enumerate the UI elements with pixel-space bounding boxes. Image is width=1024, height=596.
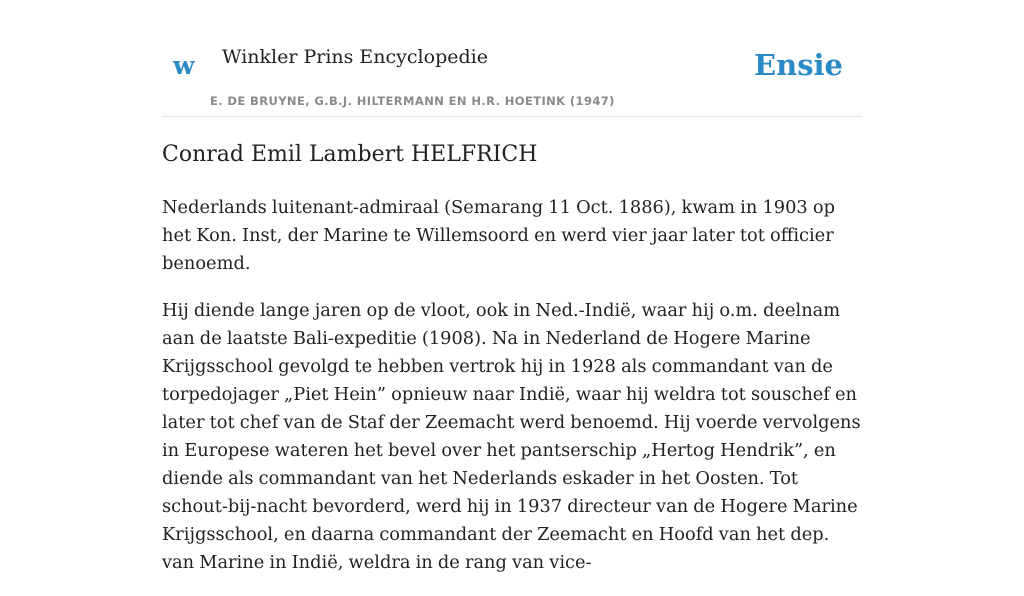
article-paragraph-2: Hij diende lange jaren op de vloot, ook in Ned.-Indië, waar hij o.m. deelnam aan de laatste Bali-expeditie (1908). Na in Nederland de Hogere Marine Krijgsschool gevolgd te hebben vertrok hij in 1928 als commandant van de torpedojager „Piet Hein” opnieuw naar Indië, waar hij weldra tot souschef en later tot chef van de Staf der Zeemacht werd benoemd. Hij voerde vervolgens in Europese wateren het bevel over het pantserschip „Hertog Hendrik”, en diende als commandant van het Nederlands eskader in het Oosten. Tot schout-bij-nacht bevorderd, werd hij in 1937 directeur van de Hogere Marine Krijgsschool, en daarna commandant der Zeemacht en Hoofd van het dep. van Marine in Indië, weldra in de rang van vice- <box>162 300 861 573</box>
source-authors: E. DE BRUYNE, G.B.J. HILTERMANN EN H.R. HOETINK (1947) <box>210 94 615 108</box>
source-header <box>162 36 862 117</box>
article-title: Conrad Emil Lambert HELFRICH <box>162 142 538 167</box>
article <box>162 140 864 596</box>
ensie-brand-logo: Ensie <box>754 48 843 82</box>
source-title: Winkler Prins Encyclopedie <box>222 46 488 68</box>
article-paragraph-1: Nederlands luitenant-admiraal (Semarang 11 Oct. 1886), kwam in 1903 op het Kon. Inst, der Marine te Willemsoord en werd vier jaar later tot officier benoemd. <box>162 197 835 274</box>
winkler-prins-logo-icon: w <box>173 51 195 80</box>
